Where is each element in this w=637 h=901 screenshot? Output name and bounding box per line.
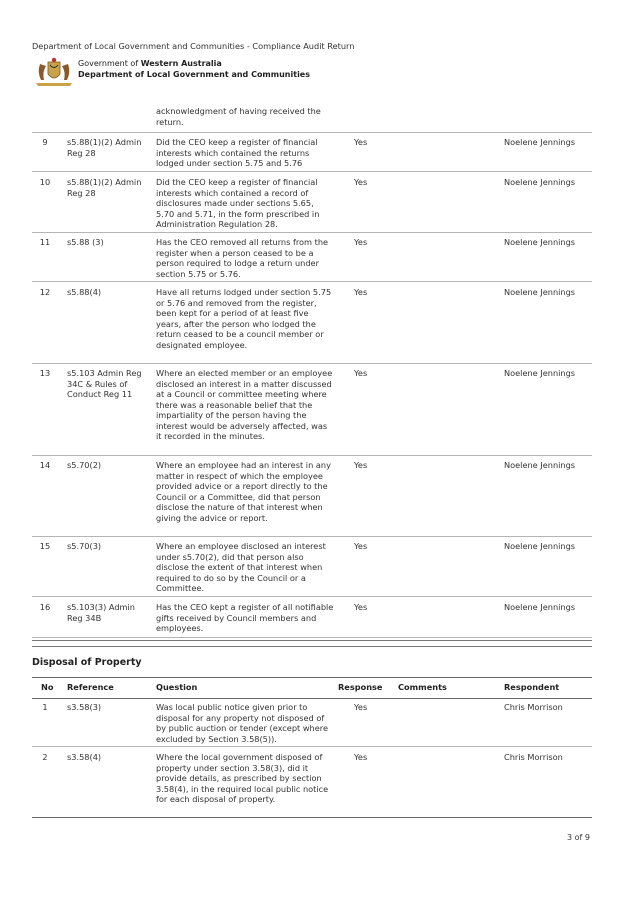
gov-line2: Department of Local Government and Communities bbox=[78, 69, 310, 79]
reference-cell: s5.70(2) bbox=[67, 460, 102, 470]
question-cell: Where an employee disclosed an interest under s5.70(2), did that person also disclose the extent of that interest when required to do so by the Council or a Committee. bbox=[156, 541, 326, 593]
table-row bbox=[32, 106, 592, 133]
response-cell: Yes bbox=[354, 368, 368, 378]
respondent-cell: Noelene Jennings bbox=[504, 602, 576, 612]
no-cell: 2 bbox=[42, 752, 48, 762]
reference-cell: s5.103(3) Admin Reg 34B bbox=[67, 602, 135, 623]
question-cell: Where an elected member or an employee disclosed an interest in a matter discussed at a Council or committee meeting where there was a reasonable belief that the impartiality of the person having the interest would be adversely affected, was it recorded in the minutes. bbox=[156, 368, 333, 441]
respondent-cell: Noelene Jennings bbox=[504, 460, 576, 470]
respondent-cell: Noelene Jennings bbox=[504, 237, 576, 247]
no-cell: 16 bbox=[39, 602, 51, 612]
page-number: 3 of 9 bbox=[567, 833, 590, 842]
section-title: Disposal of Property bbox=[32, 657, 142, 668]
response-cell: Yes bbox=[354, 237, 368, 247]
table-row bbox=[32, 177, 592, 233]
section-divider bbox=[32, 646, 592, 647]
respondent-cell: Chris Morrison bbox=[504, 752, 563, 762]
column-header-no: No bbox=[41, 682, 54, 692]
respondent-cell: Noelene Jennings bbox=[504, 177, 576, 187]
column-header-question: Question bbox=[156, 682, 198, 692]
reference-cell: s5.70(3) bbox=[67, 541, 102, 551]
response-cell: Yes bbox=[354, 752, 368, 762]
no-cell: 9 bbox=[42, 137, 48, 147]
response-cell: Yes bbox=[354, 137, 368, 147]
no-cell: 15 bbox=[39, 541, 51, 551]
response-cell: Yes bbox=[354, 702, 368, 712]
respondent-cell: Noelene Jennings bbox=[504, 368, 576, 378]
table-row bbox=[32, 137, 592, 172]
respondent-cell: Chris Morrison bbox=[504, 702, 563, 712]
respondent-cell: Noelene Jennings bbox=[504, 137, 576, 147]
reference-cell: s3.58(3) bbox=[67, 702, 102, 712]
question-cell: Where an employee had an interest in any matter in respect of which the employee provided advice or a report directly to the Council or a Committee, did that person disclose the nature of that interest when giving the advice or report. bbox=[156, 460, 331, 523]
table-row bbox=[32, 287, 592, 364]
reference-cell: s5.88 (3) bbox=[67, 237, 104, 247]
column-header-comments: Comments bbox=[398, 682, 447, 692]
no-cell: 10 bbox=[39, 177, 51, 187]
gov-line1-bold: Western Australia bbox=[140, 59, 222, 68]
column-header-respondent: Respondent bbox=[504, 682, 560, 692]
government-branding bbox=[78, 59, 310, 80]
gov-line1-prefix: Government of bbox=[78, 59, 141, 68]
response-cell: Yes bbox=[354, 460, 368, 470]
table-row bbox=[32, 752, 592, 818]
question-cell: Was local public notice given prior to disposal for any property not disposed of by public auction or tender (except where excluded by Section 3.58(5)). bbox=[156, 702, 328, 744]
respondent-cell: Noelene Jennings bbox=[504, 541, 576, 551]
no-cell: 1 bbox=[42, 702, 48, 712]
reference-cell: s5.88(1)(2) Admin Reg 28 bbox=[67, 177, 142, 198]
question-cell: Has the CEO kept a register of all notifiable gifts received by Council members and employees. bbox=[156, 602, 334, 633]
reference-cell: s5.103 Admin Reg 34C & Rules of Conduct Reg 11 bbox=[67, 368, 142, 399]
table-row bbox=[32, 602, 592, 638]
no-cell: 13 bbox=[39, 368, 51, 378]
response-cell: Yes bbox=[354, 541, 368, 551]
no-cell: 14 bbox=[39, 460, 51, 470]
column-header-reference: Reference bbox=[67, 682, 114, 692]
response-cell: Yes bbox=[354, 602, 368, 612]
response-cell: Yes bbox=[354, 287, 368, 297]
table-row bbox=[32, 237, 592, 282]
table-row bbox=[32, 702, 592, 747]
table-row bbox=[32, 368, 592, 456]
question-cell: Did the CEO keep a register of financial interests which contained the returns lodged under section 5.75 and 5.76 bbox=[156, 137, 318, 168]
section-divider bbox=[32, 640, 592, 641]
question-cell: Has the CEO removed all returns from the register when a person ceased to be a person required to lodge a return under section 5.75 or 5.76. bbox=[156, 237, 329, 279]
question-cell: Where the local government disposed of property under section 3.58(3), did it provide details, as prescribed by section 3.58(4), in the required local public notice for each disposal of property. bbox=[156, 752, 329, 804]
reference-cell: s5.88(4) bbox=[67, 287, 102, 297]
table-row bbox=[32, 460, 592, 537]
respondent-cell: Noelene Jennings bbox=[504, 287, 576, 297]
response-cell: Yes bbox=[354, 177, 368, 187]
question-cell: Did the CEO keep a register of financial interests which contained a record of disclosures made under sections 5.65, 5.70 and 5.71, in the form prescribed in Administration Regulation 28. bbox=[156, 177, 320, 229]
document-title: Department of Local Government and Communities - Compliance Audit Return bbox=[32, 41, 355, 51]
reference-cell: s5.88(1)(2) Admin Reg 28 bbox=[67, 137, 142, 158]
question-cell: Have all returns lodged under section 5.75 or 5.76 and removed from the register, been kept for a period of at least five years, after the person who lodged the return ceased to be a council member or designated employee. bbox=[156, 287, 332, 350]
reference-cell: s3.58(4) bbox=[67, 752, 102, 762]
no-cell: 11 bbox=[39, 237, 51, 247]
table-row bbox=[32, 541, 592, 597]
table-header bbox=[32, 677, 592, 699]
wa-coat-of-arms-icon bbox=[32, 56, 76, 90]
no-cell: 12 bbox=[39, 287, 51, 297]
question-cell: acknowledgment of having received the return. bbox=[156, 106, 321, 127]
column-header-response: Response bbox=[338, 682, 383, 692]
